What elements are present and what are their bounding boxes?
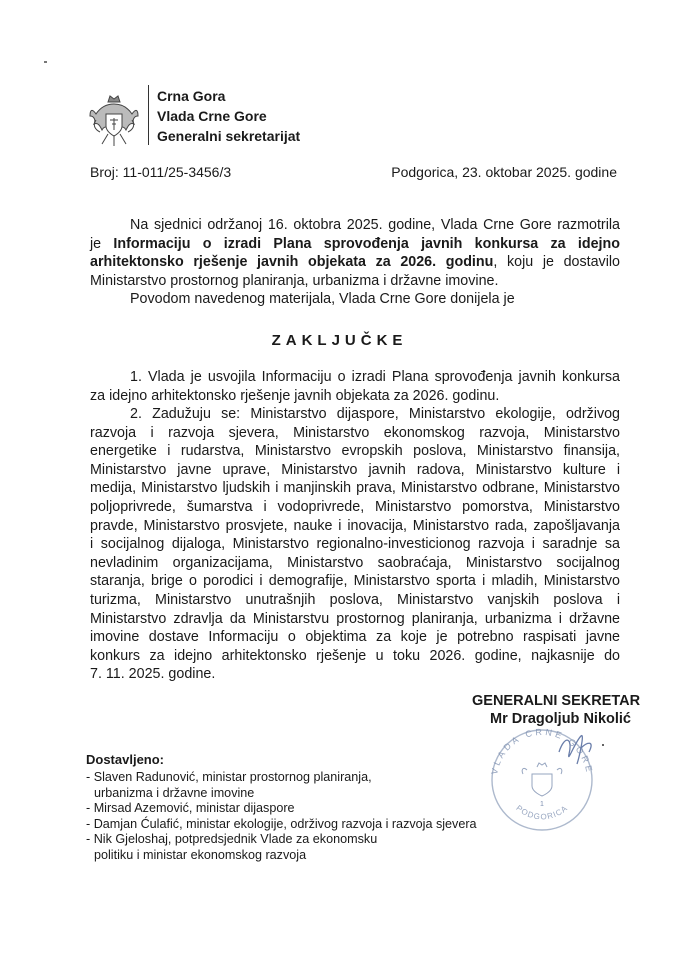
distribution-item: - Nik Gjeloshaj, potpredsjednik Vlade za ekonomsku politiku i ministar ekonomskog razvoja (86, 832, 378, 862)
svg-text:VLADA CRNE GORE (489, 727, 595, 776)
distribution-list (86, 770, 477, 864)
conclusion-line: medija, Ministarstvo ljudskih i manjinskih prava, Ministarstvo odbrane, Ministarstvo (90, 480, 620, 497)
stamp-number: 1 (540, 801, 544, 808)
coat-of-arms-icon (88, 92, 140, 150)
intro-line: Na sjednici održanoj 16. oktobra 2025. godine, Vlada Crne Gore razmotrila (130, 217, 620, 233)
government-name: Vlada Crne Gore (157, 108, 267, 124)
stamp-bottom-text: PODGORICA (514, 803, 570, 822)
country-name: Crna Gora (157, 88, 226, 104)
signatory-title: GENERALNI SEKRETAR (472, 693, 641, 709)
conclusion-item-1 (90, 368, 620, 405)
intro-line (90, 235, 620, 254)
conclusion-line: imovine dostave Informaciju o objektima za koje je potrebno raspisati javne (90, 629, 620, 646)
conclusion-line: staranja, brige o porodici i demografije, Ministarstvo sporta i mladih, Ministarstvo (90, 573, 620, 590)
distribution-item: - Slaven Radunović, ministar prostornog planiranja, urbanizma i državne imovine (86, 770, 372, 800)
intro-text: je (90, 235, 114, 252)
signatory-name: Mr Dragoljub Nikolić (490, 711, 631, 727)
document-title-part: arhitektonsko rješenje javnih objekata za 2026. godinu (90, 254, 494, 271)
intro-line (90, 253, 620, 272)
intro-line: Ministarstvo prostornog planiranja, urbanizma i državne imovine. (90, 272, 499, 289)
conclusion-line: za idejno arhitektonsko rješenje javnih objekata za 2026. godinu. (90, 387, 500, 404)
document-title-part: Informaciju o izradi Plana sprovođenja javnih konkursa za idejno (113, 235, 620, 252)
conclusion-line: nevladinim organizacijama, Ministarstvo saobraćaja, Ministarstvo socijalnog (90, 554, 620, 571)
conclusion-line: Ministarstvo javne uprave, Ministarstvo javnih radova, Ministarstvo kulture i (90, 461, 620, 478)
distribution-item: - Mirsad Azemović, ministar dijaspore (86, 801, 295, 816)
conclusions-title: ZAKLJUČKE (271, 332, 408, 349)
conclusion-line: poljoprivrede, šumarstva i vodoprivrede, Ministarstvo pomorstva, Ministarstvo (90, 498, 620, 515)
office-name: Generalni sekretarijat (157, 128, 301, 144)
conclusion-line: energetike i rudarstva, Ministarstvo evropskih poslova, Ministarstvo finansija, (90, 443, 620, 460)
conclusion-line: i socijalnog dijaloga, Ministarstvo regionalno-investicionog razvoja i saradnje sa (90, 536, 620, 553)
header-divider (148, 85, 149, 145)
intro-paragraph (90, 216, 620, 309)
distribution-heading: Dostavljeno: (86, 752, 165, 767)
conclusion-line: 7. 11. 2025. godine. (90, 666, 216, 683)
scan-speck (44, 61, 47, 63)
place-date: Podgorica, 23. oktobar 2025. godine (391, 164, 617, 180)
intro-line: Povodom navedenog materijala, Vlada Crne Gore donijela je (130, 291, 515, 308)
conclusion-line: 1. Vlada je usvojila Informaciju o izradi Plana sprovođenja javnih konkursa (130, 369, 620, 385)
distribution-item: - Damjan Ćulafić, ministar ekologije, održivog razvoja i razvoja sjevera (86, 816, 477, 831)
conclusion-line: turizma, Ministarstvo unutrašnjih poslova, Ministarstvo vanjskih poslova i (90, 591, 620, 608)
stamp-top-text: VLADA CRNE GORE (489, 726, 595, 776)
conclusion-item-2 (90, 405, 620, 684)
conclusion-line: konkurs za idejno arhitektonsko rješenje u toku 2026. godine, najkasnije do (90, 647, 620, 664)
conclusion-line: razvoja i razvoja sjevera, Ministarstvo ekonomskog razvoja, Ministarstvo (90, 424, 620, 441)
conclusion-line: Ministarstvo zdravlja da Ministarstvu prostornog planiranja, urbanizma i državne (90, 610, 620, 627)
conclusion-line: pravde, Ministarstvo prosvjete, nauke i inovacija, Ministarstvo rada, zapošljavanja (90, 517, 620, 534)
conclusion-line: 2. Zadužuju se: Ministarstvo dijaspore, Ministarstvo ekologije, održivog (130, 406, 620, 422)
intro-text: , koju je dostavilo (493, 254, 620, 271)
reference-number: Broj: 11-011/25-3456/3 (90, 164, 232, 180)
